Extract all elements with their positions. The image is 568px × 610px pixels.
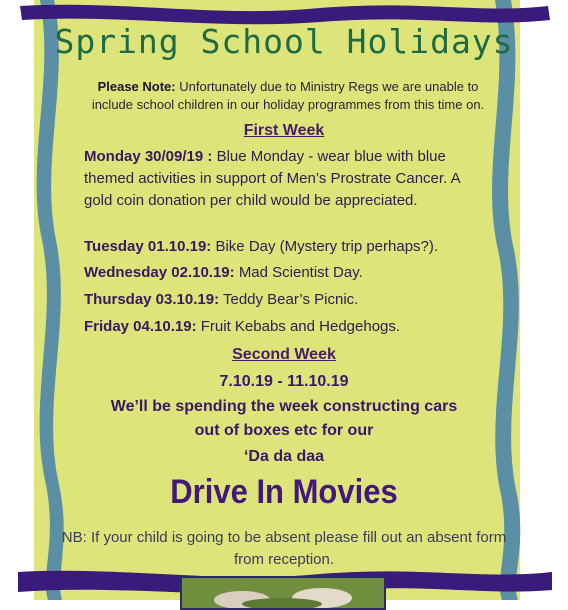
- day-text: Teddy Bear’s Picnic.: [222, 291, 359, 308]
- note-text: Unfortunately due to Ministry Regs we are unable to include school children in our holiday programmes from this time on.: [91, 79, 485, 112]
- poster-title: Spring School Holidays: [54, 22, 514, 61]
- day-label: Monday 30/09/19 :: [84, 148, 213, 165]
- second-week-line-1: We’ll be spending the week constructing cars: [110, 398, 458, 415]
- day-thursday: [84, 291, 484, 308]
- dog-photo: [180, 576, 386, 610]
- please-note-paragraph: [78, 78, 498, 114]
- day-text: Mad Scientist Day.: [238, 264, 363, 281]
- second-week-line-2: out of boxes etc for our: [194, 422, 374, 439]
- day-monday: [84, 146, 484, 212]
- day-friday: [84, 318, 484, 335]
- second-week-dates: 7.10.19 - 11.10.19: [219, 373, 349, 390]
- day-text: Bike Day (Mystery trip perhaps?).: [215, 238, 439, 255]
- day-label: Wednesday 02.10.19:: [84, 264, 235, 281]
- day-label: Friday 04.10.19:: [84, 318, 197, 335]
- day-text: Fruit Kebabs and Hedgehogs.: [200, 318, 401, 335]
- day-wednesday: [84, 264, 484, 281]
- second-week-heading: Second Week: [232, 346, 336, 363]
- note-label: Please Note:: [97, 79, 176, 94]
- day-text: Blue Monday - wear blue with blue themed activities in support of Men’s Prostrate Cancer. A gold coin donation per child would be appreciated.: [84, 148, 460, 209]
- day-tuesday: [84, 238, 484, 255]
- drive-in-movies-title: Drive In Movies: [170, 471, 398, 512]
- dog-photo-illustration: [182, 578, 384, 608]
- first-week-heading: First Week: [243, 122, 325, 139]
- second-week-line-3: ‘Da da daa: [243, 448, 325, 465]
- day-label: Thursday 03.10.19:: [84, 291, 220, 308]
- nb-paragraph: NB: If your child is going to be absent please fill out an absent form from reception.: [61, 529, 507, 568]
- day-label: Tuesday 01.10.19:: [84, 238, 212, 255]
